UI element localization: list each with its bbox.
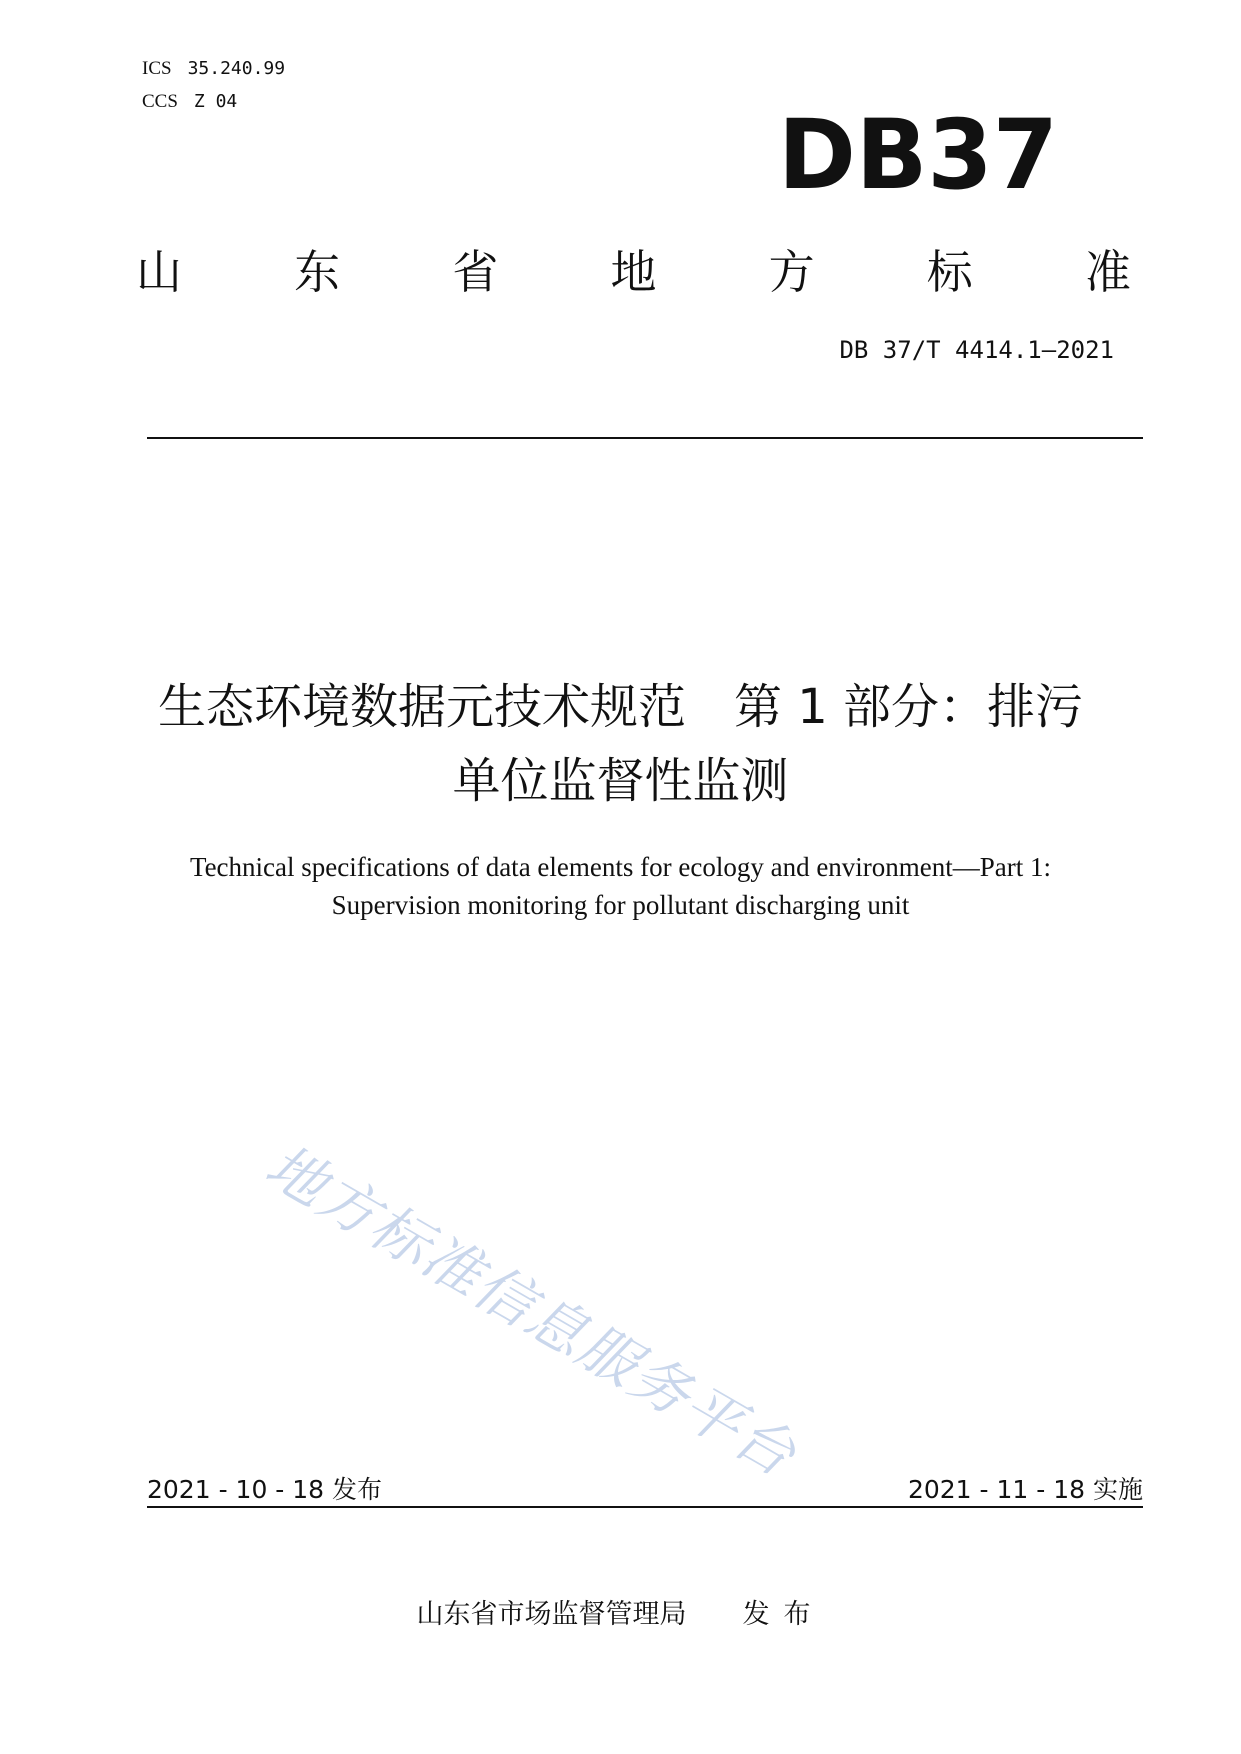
standard-type-char: 方 <box>768 245 815 299</box>
issue-date: 2021 - 10 - 18 发布 <box>147 1475 383 1504</box>
publisher-name: 山东省市场监督管理局 <box>416 1599 687 1630</box>
standard-type-char: 省 <box>452 245 499 299</box>
publisher-action: 发布 <box>742 1599 825 1630</box>
ics-code <box>142 58 285 80</box>
english-title-line-1: Technical specifications of data elements for ecology and environment—Part 1: <box>189 852 1052 882</box>
standard-type-char: 准 <box>1084 245 1131 299</box>
implementation-date: 2021 - 11 - 18 实施 <box>907 1475 1143 1504</box>
bottom-divider <box>147 1506 1143 1508</box>
ics-label: ICS <box>142 58 172 79</box>
top-divider <box>147 437 1143 439</box>
standard-type-char: 地 <box>610 245 657 299</box>
english-title <box>100 848 1141 924</box>
standard-type-char: 东 <box>294 245 341 299</box>
publisher-line <box>0 1592 1241 1631</box>
standard-type-char: 山 <box>136 245 182 299</box>
english-title-line-2: Supervision monitoring for pollutant discharging unit <box>331 890 910 920</box>
standard-type-title <box>136 242 1131 302</box>
ccs-code <box>142 91 237 113</box>
ccs-value: Z 04 <box>193 91 238 112</box>
db37-logo <box>778 98 1058 203</box>
chinese-title <box>100 670 1141 818</box>
watermark: 地方标准信息服务平台 <box>254 1131 809 1491</box>
standard-number: DB 37/T 4414.1—2021 <box>839 336 1114 364</box>
chinese-title-line-2: 单位监督性监测 <box>452 753 789 809</box>
ics-value: 35.240.99 <box>187 58 286 79</box>
db37-logo-text: DB37 <box>778 99 1058 203</box>
ccs-label: CCS <box>142 91 178 112</box>
standard-type-char: 标 <box>926 245 973 299</box>
chinese-title-line-1: 生态环境数据元技术规范 第 1 部分：排污 <box>157 679 1084 735</box>
